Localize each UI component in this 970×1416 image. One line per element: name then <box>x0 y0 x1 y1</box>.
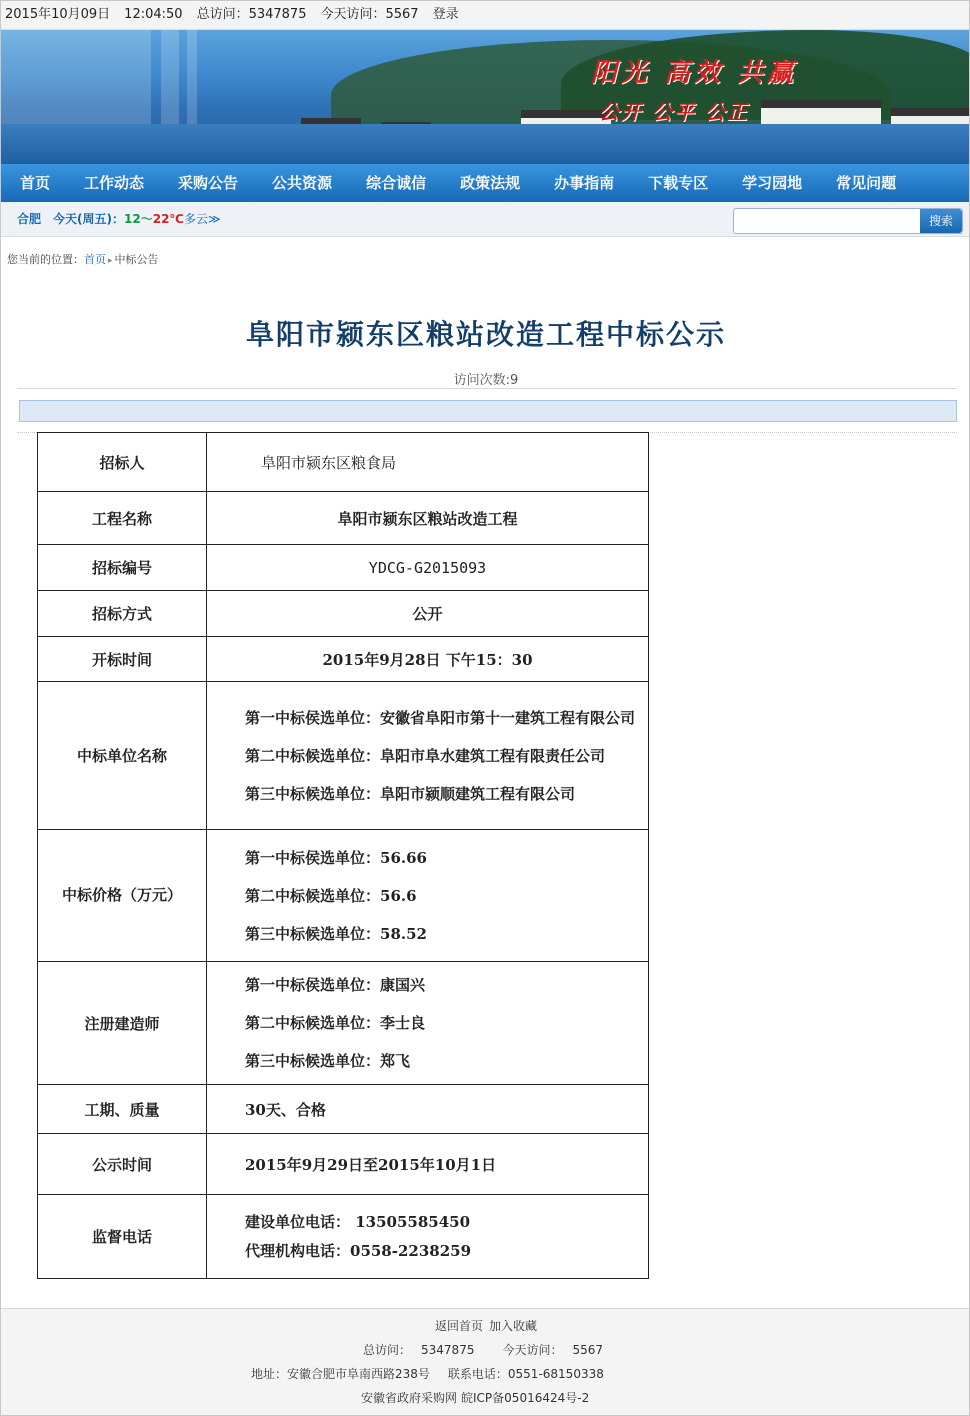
page-title: 阜阳市颍东区粮站改造工程中标公示 <box>245 318 726 351</box>
footer-icp[interactable]: 皖ICP备05016424号-2 <box>461 1391 590 1405</box>
page-footer <box>1 1308 969 1416</box>
footer-site-name: 安徽省政府采购网 <box>361 1391 458 1405</box>
footer-address: 地址：安徽合肥市阜南西路238号 <box>251 1367 430 1381</box>
bid-result-table <box>37 432 649 1279</box>
search-box <box>733 208 963 234</box>
breadcrumb-prefix: 您当前的位置： <box>7 253 84 266</box>
phone-list <box>207 1195 649 1279</box>
price-item: 第一中标侯选单位：56.66 <box>245 848 427 867</box>
price-item: 第二中标候选单位：56.6 <box>245 886 417 905</box>
period-text: 30天、合格 <box>245 1100 326 1119</box>
login-link[interactable]: 登录 <box>432 7 459 22</box>
winner-list <box>207 682 649 830</box>
nav-item-home[interactable]: 首页 <box>20 174 51 192</box>
main-nav <box>1 164 969 202</box>
footer-today-value: 5567 <box>572 1343 604 1357</box>
method-label: 招标方式 <box>38 591 207 637</box>
builder-item: 第三中标候选单位：郑飞 <box>245 1052 411 1070</box>
breadcrumb <box>7 251 159 267</box>
nav-item-faq[interactable]: 常见问题 <box>836 174 897 192</box>
current-date: 2015年10月09日 <box>5 7 111 22</box>
header-banner <box>1 30 969 164</box>
table-row <box>38 591 649 637</box>
code-value: YDCG-G2015093 <box>207 545 649 591</box>
price-label: 中标价格（万元） <box>38 830 207 962</box>
weather-condition: 多云≫ <box>183 212 221 226</box>
today-visits: 今天访问：5567 <box>320 7 419 22</box>
nav-item-integrity[interactable]: 综合诚信 <box>366 174 427 192</box>
table-row <box>38 962 649 1085</box>
weather-low-temp: 12 <box>124 212 141 226</box>
phone-label: 监督电话 <box>38 1195 207 1279</box>
method-value: 公开 <box>207 591 649 637</box>
footer-total-value: 5347875 <box>421 1343 475 1357</box>
visit-count: 访问次数:9 <box>453 373 519 388</box>
weather-city: 合肥 <box>17 212 42 226</box>
publicity-text: 2015年9月29日至2015年10月1日 <box>245 1155 497 1174</box>
table-row <box>38 492 649 545</box>
nav-item-work-news[interactable]: 工作动态 <box>84 174 145 192</box>
table-row <box>38 830 649 962</box>
weather-day: 今天(周五)： <box>53 212 124 226</box>
phone-item: 建设单位电话： 13505585450 <box>245 1212 471 1231</box>
search-button[interactable]: 搜索 <box>920 209 962 233</box>
builder-item: 第一中标侯选单位：康国兴 <box>245 976 426 994</box>
footer-phone: 联系电话：0551-68150338 <box>447 1367 604 1381</box>
period-label: 工期、质量 <box>38 1085 207 1134</box>
footer-links <box>1 1317 970 1334</box>
publicity-label: 公示时间 <box>38 1134 207 1195</box>
sub-toolbar <box>1 202 969 237</box>
banner-slogan-secondary: 公开 公平 公正 <box>599 100 749 124</box>
table-row <box>38 1134 649 1195</box>
builder-item: 第二中标候选单位：李士良 <box>245 1014 426 1032</box>
footer-address-line <box>251 1365 622 1382</box>
info-bar <box>19 400 957 422</box>
project-value: 阜阳市颍东区粮站改造工程 <box>207 492 649 545</box>
footer-today-label: 今天访问： <box>502 1343 563 1357</box>
tenderer-label: 招标人 <box>38 433 207 492</box>
project-label: 工程名称 <box>38 492 207 545</box>
table-row <box>38 1085 649 1134</box>
nav-item-public-resources[interactable]: 公共资源 <box>272 174 333 192</box>
breadcrumb-home-link[interactable]: 首页 <box>84 253 106 266</box>
add-bookmark-link[interactable]: 加入收藏 <box>489 1319 538 1333</box>
builder-list <box>207 962 649 1085</box>
winner-item: 第一中标侯选单位：安徽省阜阳市第十一建筑工程有限公司 <box>245 708 636 727</box>
nav-item-guide[interactable]: 办事指南 <box>554 174 615 192</box>
open-time-label: 开标时间 <box>38 637 207 682</box>
code-label: 招标编号 <box>38 545 207 591</box>
total-visits: 总访问：5347875 <box>196 7 307 22</box>
nav-item-policies[interactable]: 政策法规 <box>460 174 521 192</box>
table-row <box>38 545 649 591</box>
top-status-bar <box>1 1 969 30</box>
publicity-value <box>207 1134 649 1195</box>
table-row <box>38 433 649 492</box>
price-list <box>207 830 649 962</box>
current-time: 12:04:50 <box>124 7 183 22</box>
table-row <box>38 637 649 682</box>
banner-slogan-primary: 阳光 高效 共赢 <box>591 58 798 88</box>
nav-item-downloads[interactable]: 下载专区 <box>648 174 709 192</box>
tenderer-value: 阜阳市颍东区粮食局 <box>207 433 649 492</box>
divider <box>17 388 957 389</box>
winner-item: 第三中标候选单位：阜阳市颍顺建筑工程有限公司 <box>245 784 576 803</box>
price-item: 第三中标候选单位：58.52 <box>245 924 427 943</box>
footer-total-label: 总访问： <box>363 1343 412 1357</box>
nav-item-learning[interactable]: 学习园地 <box>742 174 803 192</box>
builder-label: 注册建造师 <box>38 962 207 1085</box>
nav-item-procurement[interactable]: 采购公告 <box>178 174 239 192</box>
banner-water <box>1 124 969 164</box>
footer-stats <box>363 1341 613 1358</box>
breadcrumb-arrow-icon: ▸ <box>108 256 113 266</box>
table-row <box>38 682 649 830</box>
open-time-value: 2015年9月28日 下午15：30 <box>207 637 649 682</box>
winner-label: 中标单位名称 <box>38 682 207 830</box>
breadcrumb-current: 中标公告 <box>114 253 159 266</box>
weather-high-temp: 22℃ <box>152 212 184 226</box>
back-home-link[interactable]: 返回首页 <box>434 1319 483 1333</box>
footer-icp-line <box>361 1389 593 1406</box>
period-value <box>207 1085 649 1134</box>
weather-widget[interactable] <box>17 210 221 227</box>
table-row <box>38 1195 649 1279</box>
weather-temp-separator: ～ <box>140 212 153 226</box>
search-input[interactable] <box>736 211 924 229</box>
phone-item: 代理机构电话：0558-2238259 <box>245 1241 472 1260</box>
winner-item: 第二中标候选单位：阜阳市阜水建筑工程有限责任公司 <box>245 746 606 765</box>
